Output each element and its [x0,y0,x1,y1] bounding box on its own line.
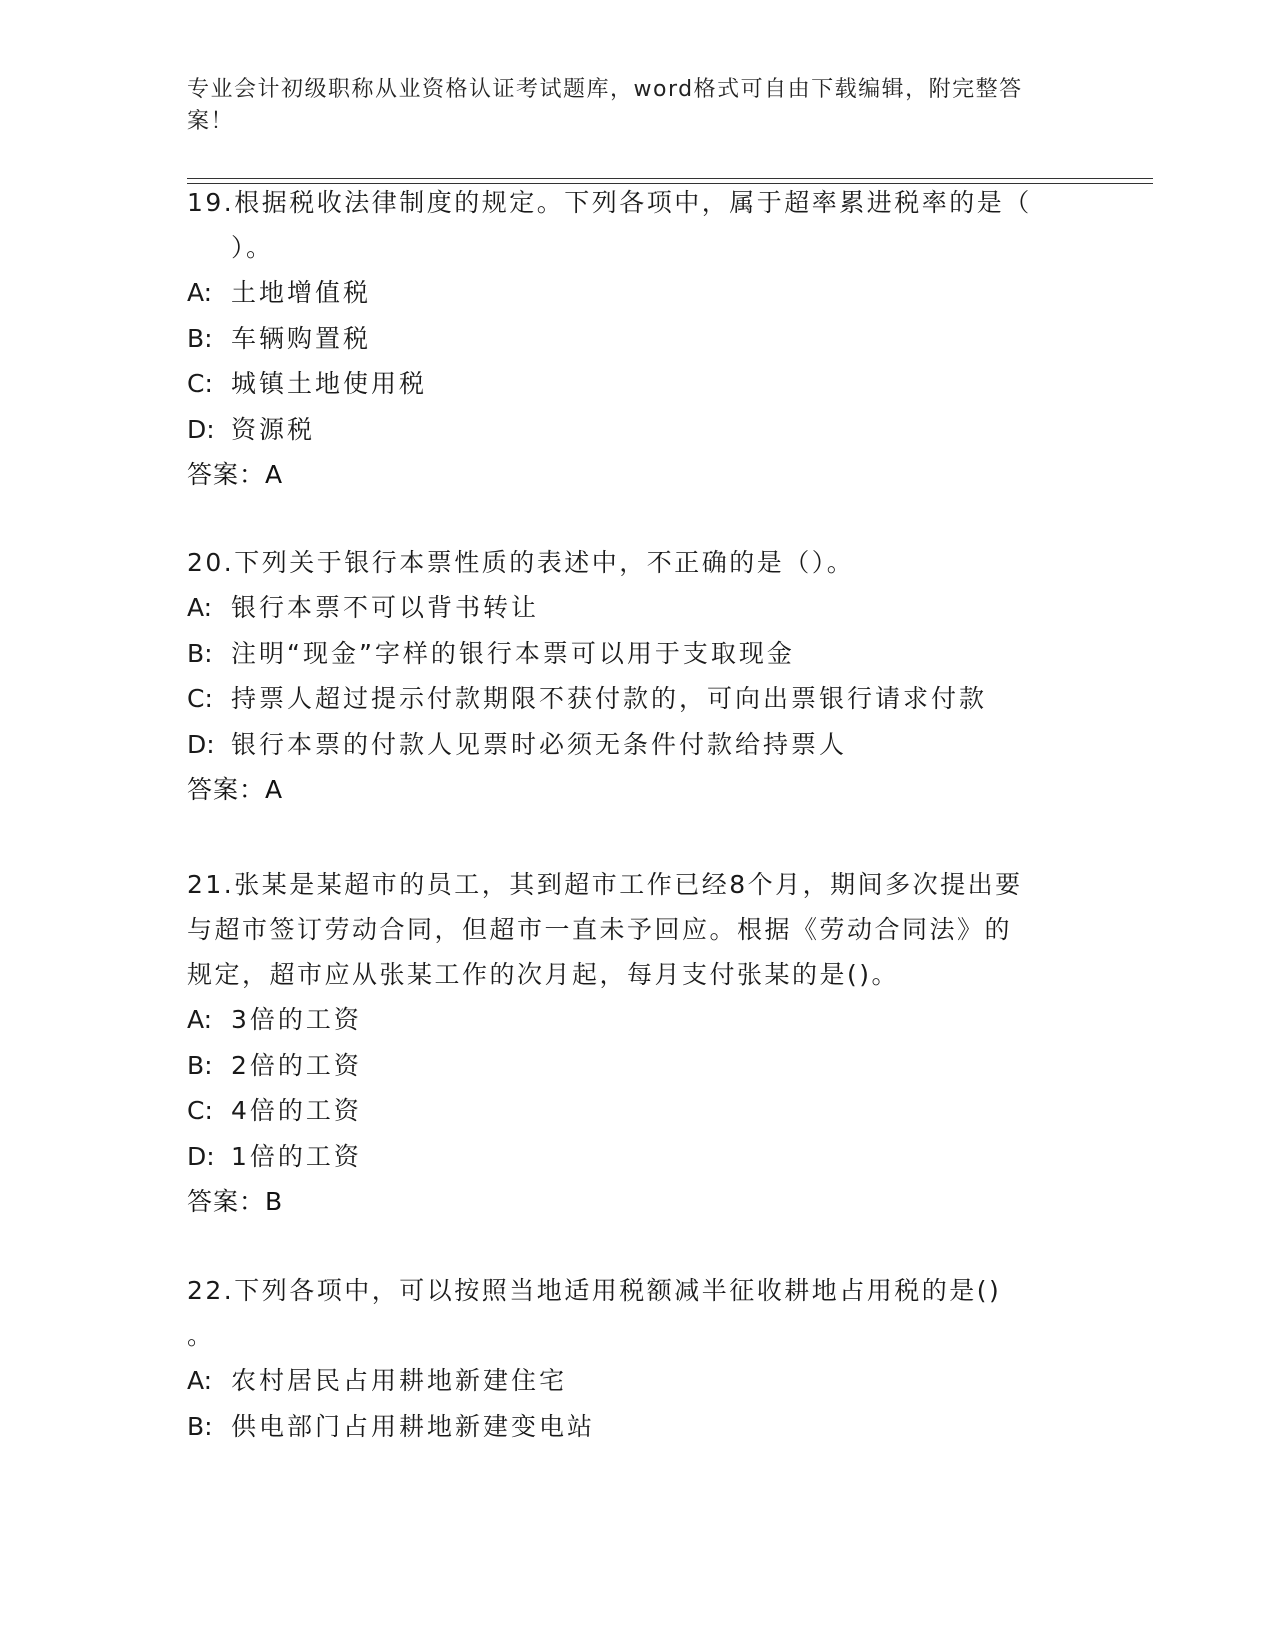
answer-label: 答案： [187,460,266,489]
question-number: 19. [187,188,235,217]
option-a [187,270,1067,316]
option-d [187,722,1067,768]
page-header [187,74,1067,138]
option-letter: B: [187,1050,213,1080]
question-22 [187,1268,1067,1449]
header-text: 专业会计初级职称从业资格认证考试题库，word格式可自由下载编辑，附完整答案！ [187,77,1023,134]
option-text: 农村居民占用耕地新建住宅 [231,1366,568,1395]
stem-line: ）。 [231,233,274,262]
option-letter: D: [187,1141,215,1171]
answer-value: A [265,460,284,489]
option-letter: A: [187,278,213,307]
option-b [187,1404,1067,1450]
option-a [187,1358,1067,1404]
option-text: 供电部门占用耕地新建变电站 [231,1411,596,1441]
option-a [187,585,1067,631]
question-19 [187,180,1067,497]
option-b [187,1043,1067,1089]
option-letter: B: [187,1411,213,1441]
option-d [187,1134,1067,1180]
option-text: 3倍的工资 [231,1005,362,1034]
option-letter: B: [187,638,213,668]
stem-line: 根据税收法律制度的规定。下列各项中，属于超率累进税率的是（ [234,188,1032,217]
answer-value: A [265,775,284,804]
answer-label: 答案： [187,1187,266,1216]
option-b [187,316,1067,362]
option-text: 资源税 [231,414,316,444]
option-a [187,997,1067,1043]
option-letter: A: [187,593,213,622]
answer-line [187,767,1067,812]
question-20 [187,540,1067,812]
option-text: 注明“现金”字样的银行本票可以用于支取现金 [231,638,795,668]
question-21 [187,862,1067,1224]
option-d [187,407,1067,453]
answer-value: B [265,1187,284,1216]
answer-label: 答案： [187,775,266,804]
question-number: 22. [187,1276,235,1305]
option-text: 银行本票的付款人见票时必须无条件付款给持票人 [231,729,848,759]
option-letter: C: [187,1096,213,1125]
option-text: 1倍的工资 [231,1141,362,1171]
option-text: 城镇土地使用税 [231,369,428,398]
option-letter: D: [187,729,215,759]
option-text: 土地增值税 [231,278,372,307]
option-text: 车辆购置税 [231,323,372,353]
question-number: 20. [187,548,235,577]
option-text: 4倍的工资 [231,1096,362,1125]
header-divider-top [187,178,1153,179]
answer-line [187,1179,1067,1224]
stem-line: 下列各项中，可以按照当地适用税额减半征收耕地占用税的是() [234,1276,1002,1305]
option-letter: C: [187,684,213,713]
option-letter: D: [187,414,215,444]
question-stem [187,862,1067,997]
option-letter: C: [187,369,213,398]
option-c [187,361,1067,407]
option-c [187,1088,1067,1134]
stem-line: 规定，超市应从张某工作的次月起，每月支付张某的是()。 [187,960,900,989]
stem-line: 张某是某超市的员工，其到超市工作已经8个月，期间多次提出要 [234,870,1023,899]
stem-line: 下列关于银行本票性质的表述中，不正确的是（）。 [234,548,855,577]
option-letter: A: [187,1366,213,1395]
option-text: 持票人超过提示付款期限不获付款的，可向出票银行请求付款 [231,684,988,713]
question-stem [187,180,1067,270]
question-stem [187,540,1067,585]
option-text: 2倍的工资 [231,1050,362,1080]
option-b [187,631,1067,677]
stem-line: 与超市签订劳动合同，但超市一直未予回应。根据《劳动合同法》的 [187,915,1013,944]
option-c [187,676,1067,722]
answer-line [187,452,1067,497]
stem-line: 。 [187,1321,215,1350]
option-letter: A: [187,1005,213,1034]
question-stem [187,1268,1067,1358]
question-number: 21. [187,870,235,899]
option-letter: B: [187,323,213,353]
option-text: 银行本票不可以背书转让 [231,593,540,622]
